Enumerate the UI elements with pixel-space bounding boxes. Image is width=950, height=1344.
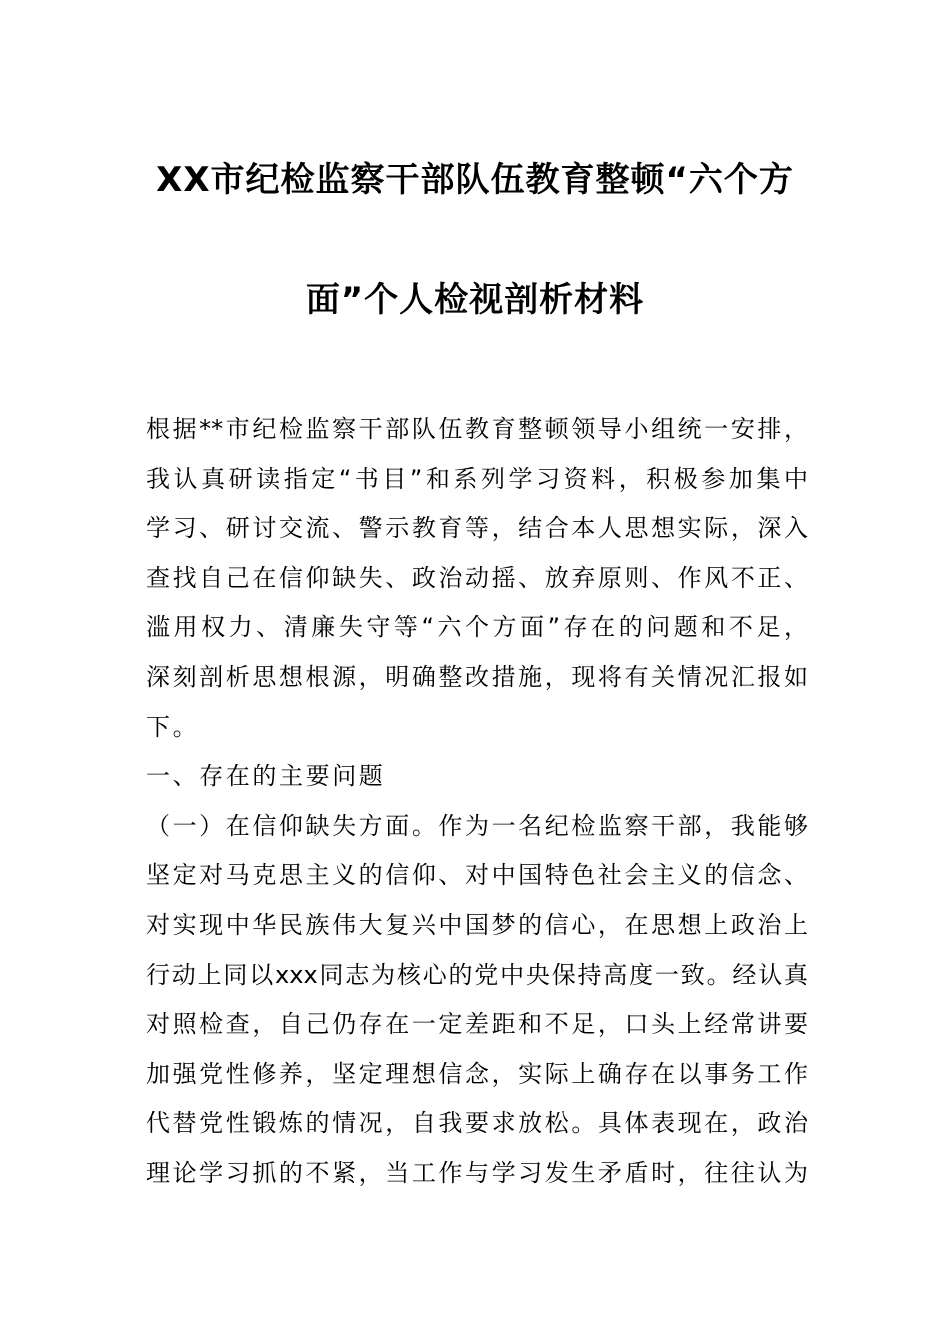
body-line-6: 深刻剖析思想根源，明确整改措施，现将有关情况汇报如: [146, 662, 808, 691]
body-line-5: 滥用权力、清廉失守等“六个方面”存在的问题和不足，: [146, 613, 808, 642]
body-line-12: 行动上同以xxx同志为核心的党中央保持高度一致。经认真: [146, 960, 808, 989]
document-title-line-1: XX市纪检监察干部队伍教育整顿“六个方: [156, 160, 794, 200]
body-line-14: 加强党性修养，坚定理想信念，实际上确存在以事务工作: [146, 1059, 808, 1088]
body-line-2: 我认真研读指定“书目”和系列学习资料，积极参加集中: [146, 464, 808, 493]
body-line-11: 对实现中华民族伟大复兴中国梦的信心，在思想上政治上: [146, 910, 808, 939]
section-heading: 一、存在的主要问题: [146, 762, 386, 791]
body-line-1: 根据**市纪检监察干部队伍教育整顿领导小组统一安排，: [146, 415, 808, 443]
body-line-15: 代替党性锻炼的情况，自我要求放松。具体表现在，政治: [146, 1109, 808, 1138]
body-line-10: 坚定对马克思主义的信仰、对中国特色社会主义的信念、: [146, 861, 808, 890]
body-line-13: 对照检查，自己仍存在一定差距和不足，口头上经常讲要: [146, 1010, 808, 1039]
body-line-4: 查找自己在信仰缺失、政治动摇、放弃原则、作风不正、: [146, 563, 808, 592]
document-body: [146, 405, 808, 1199]
body-line-7: 下。: [146, 712, 200, 741]
document-title-line-2: 面”个人检视剖析材料: [305, 280, 645, 320]
body-line-16: 理论学习抓的不紧，当工作与学习发生矛盾时，往往认为: [146, 1158, 808, 1187]
body-line-3: 学习、研讨交流、警示教育等，结合本人思想实际，深入: [146, 514, 808, 543]
body-line-9: （一）在信仰缺失方面。作为一名纪检监察干部，我能够: [146, 811, 808, 840]
